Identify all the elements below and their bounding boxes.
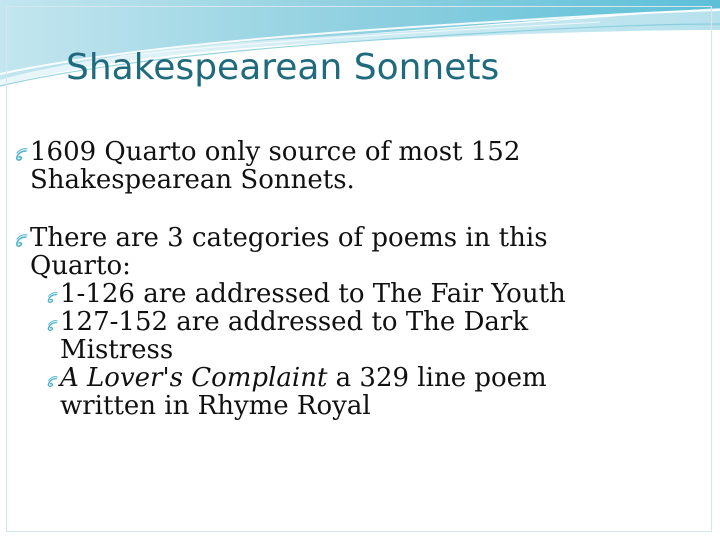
bullet-text: 1609 Quarto only source of most 152 Shakespearean Sonnets. bbox=[30, 137, 521, 195]
bullet-item bbox=[14, 224, 614, 280]
poem-title-italic: A Lover's Complaint bbox=[60, 363, 328, 393]
sub-bullet-item bbox=[46, 308, 614, 364]
bullet-item bbox=[14, 138, 614, 194]
swirl-bullet-icon bbox=[46, 280, 60, 308]
swirl-bullet-icon bbox=[14, 138, 30, 166]
bullet-text: There are 3 categories of poems in this Quarto: bbox=[30, 223, 548, 281]
sub-bullet-item bbox=[46, 364, 614, 420]
swirl-bullet-icon bbox=[46, 364, 60, 392]
slide-body bbox=[14, 138, 614, 420]
slide-title: Shakespearean Sonnets bbox=[66, 47, 500, 88]
swirl-bullet-icon bbox=[46, 308, 60, 336]
swirl-bullet-icon bbox=[14, 224, 30, 252]
sub-bullet-text: 127-152 are addressed to The Dark Mistress bbox=[60, 307, 529, 365]
sub-bullet-text: a 329 line poem written in Rhyme Royal bbox=[60, 363, 547, 421]
sub-bullet-item bbox=[46, 280, 614, 308]
sub-bullet-text: 1-126 are addressed to The Fair Youth bbox=[60, 279, 566, 309]
